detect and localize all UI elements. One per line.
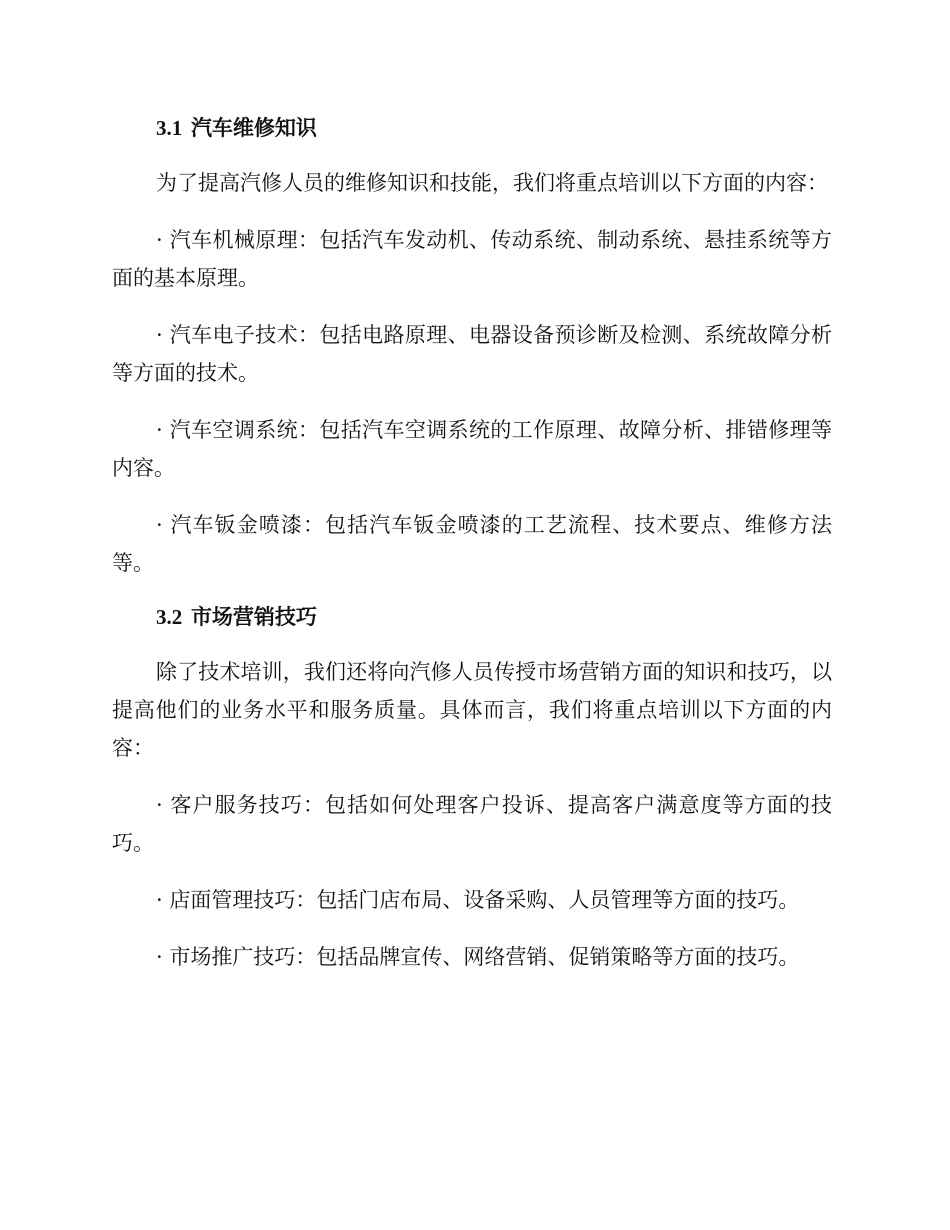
section-title: 市场营销技巧 — [190, 604, 317, 629]
document-body — [112, 112, 832, 995]
section-heading-3-2 — [112, 601, 832, 633]
bullet-item: · 汽车钣金喷漆：包括汽车钣金喷漆的工艺流程、技术要点、维修方法等。 — [112, 513, 832, 575]
section-heading-3-1 — [112, 112, 832, 144]
section-title: 汽车维修知识 — [190, 115, 317, 140]
section-number: 3.1 — [156, 116, 183, 140]
bullet-item: · 客户服务技巧：包括如何处理客户投诉、提高客户满意度等方面的技巧。 — [112, 793, 832, 855]
bullet-item: · 汽车电子技术：包括电路原理、电器设备预诊断及检测、系统故障分析等方面的技术。 — [112, 323, 832, 385]
bullet-item: · 店面管理技巧：包括门店布局、设备采购、人员管理等方面的技巧。 — [156, 888, 800, 912]
bullet-item: · 市场推广技巧：包括品牌宣传、网络营销、促销策略等方面的技巧。 — [156, 945, 800, 969]
section-number: 3.2 — [156, 605, 183, 629]
section-intro-paragraph: 为了提高汽修人员的维修知识和技能，我们将重点培训以下方面的内容： — [156, 171, 828, 195]
bullet-item: · 汽车机械原理：包括汽车发动机、传动系统、制动系统、悬挂系统等方面的基本原理。 — [112, 228, 832, 290]
bullet-item: · 汽车空调系统：包括汽车空调系统的工作原理、故障分析、排错修理等内容。 — [112, 418, 832, 480]
section-intro-paragraph: 除了技术培训，我们还将向汽修人员传授市场营销方面的知识和技巧，以提高他们的业务水平和服务质量。具体而言，我们将重点培训以下方面的内容： — [112, 660, 832, 760]
